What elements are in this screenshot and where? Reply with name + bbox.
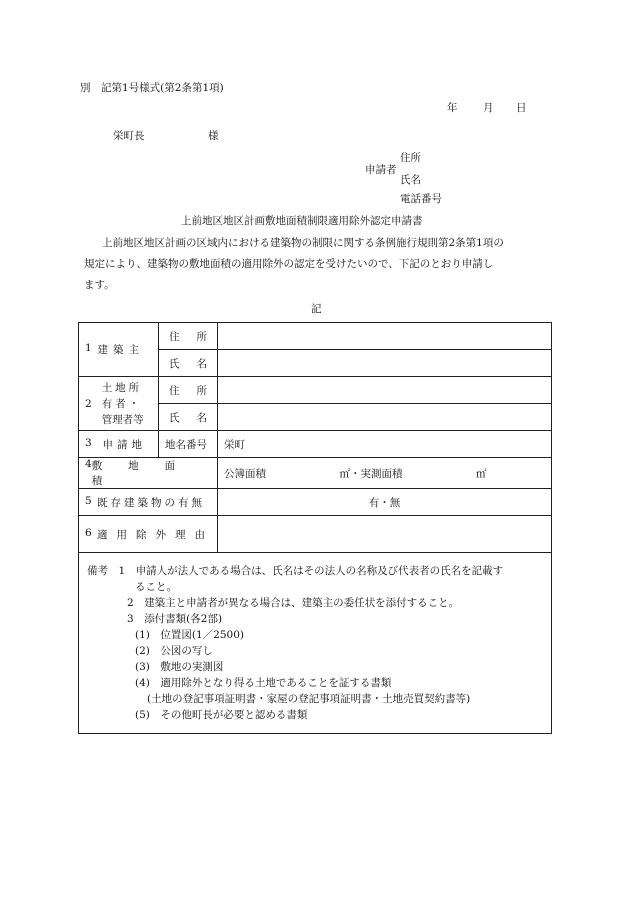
landowner-address-label: 住 所: [159, 377, 218, 404]
landowner-name-value[interactable]: [218, 404, 552, 431]
ki-heading: 記: [311, 303, 322, 315]
table-row: [79, 489, 552, 516]
table-row: [79, 458, 552, 489]
landowner-label-cell: 2 土地所 有者・ 管理者等: [79, 377, 159, 431]
remark-2: 建築主と申請者が異なる場合は、建築主の委任状を添付すること。: [144, 597, 460, 609]
exemption-reason-label: 6 適用除外理由: [79, 516, 218, 553]
attachment-1: (1) 位置図(1／2500): [135, 629, 244, 641]
remark-3: 添付書類(各2部): [144, 613, 223, 625]
site-area-label: 4 敷地面積: [79, 458, 218, 489]
lot-number-label: 地名番号: [159, 431, 218, 458]
site-area-value[interactable]: 公簿面積 ㎡・実測面積 ㎡: [218, 458, 552, 489]
table-row: [79, 431, 552, 458]
body-line-2: 規定により、建築物の敷地面積の適用除外の認定を受けたいので、下記のとおり申請し: [84, 258, 494, 270]
builder-name-value[interactable]: [218, 350, 552, 377]
builder-address-value[interactable]: [218, 323, 552, 350]
document-title: 上前地区地区計画敷地面積制限適用除外認定申請書: [181, 215, 423, 227]
table-row: [79, 323, 552, 350]
site-label: 3 申請地: [79, 431, 159, 458]
lot-number-value[interactable]: 栄町: [218, 431, 552, 458]
table-row: [79, 377, 552, 404]
attachment-3: (3) 敷地の実測図: [135, 661, 224, 673]
attachment-4: (4) 適用除外となり得る土地であることを証する書類: [135, 677, 392, 689]
address-label: 住所: [400, 152, 421, 164]
honorific: 様: [208, 130, 219, 142]
remark-1: 申請人が法人である場合は、氏名はその法人の名称及び代表者の氏名を記載す: [135, 565, 504, 577]
builder-label-cell: 1 建築主: [79, 323, 159, 377]
remark-1-cont: ること。: [135, 581, 177, 593]
date-day: 日: [516, 102, 527, 114]
existing-building-label: 5 既存建築物の有無: [79, 489, 218, 516]
attachment-5: (5) その他町長が必要と認める書類: [135, 709, 308, 721]
body-line-1: 上前地区地区計画の区域内における建築物の制限に関する条例施行規則第2条第1項の: [102, 237, 504, 249]
landowner-address-value[interactable]: [218, 377, 552, 404]
builder-name-label: 氏 名: [159, 350, 218, 377]
attachment-4-cont: (土地の登記事項証明書・家屋の登記事項証明書・土地売買契約書等): [147, 693, 471, 705]
addressee: 栄町長: [113, 130, 145, 142]
phone-label: 電話番号: [400, 193, 442, 205]
attachment-2: (2) 公図の写し: [135, 645, 213, 657]
table-row: [79, 516, 552, 553]
builder-address-label: 住 所: [159, 323, 218, 350]
applicant-label: 申請者: [365, 164, 397, 176]
date-year: 年: [447, 102, 458, 114]
remarks-cell: 備考 1 申請人が法人である場合は、氏名はその法人の名称及び代表者の氏名を記載す ること。 2 建築主と申請者が異なる場合は、建築主の委任状を添付すること。 3 添付書類(各2部) (1) 位置図(1／2500) (2) 公図の写し (3) 敷地の実測図 (4) 適用除外となり得る土地であることを証する書類 (土地の登記事項証明書・家屋の登記事項証明書・土地売買契約書等) (5) その他町長が必要と認める書類: [79, 553, 552, 734]
body-line-3: ます。: [84, 279, 115, 291]
exemption-reason-value[interactable]: [218, 516, 552, 553]
remarks-heading: 備考: [87, 565, 108, 577]
form-number-label: 別 記第1号様式(第2条第1項): [80, 82, 224, 94]
name-label: 氏名: [400, 174, 421, 186]
application-table: [78, 322, 552, 734]
table-row: [79, 553, 552, 734]
existing-building-value[interactable]: 有・無: [218, 489, 552, 516]
landowner-name-label: 氏 名: [159, 404, 218, 431]
date-month: 月: [483, 102, 494, 114]
body-paragraph: [84, 233, 554, 296]
